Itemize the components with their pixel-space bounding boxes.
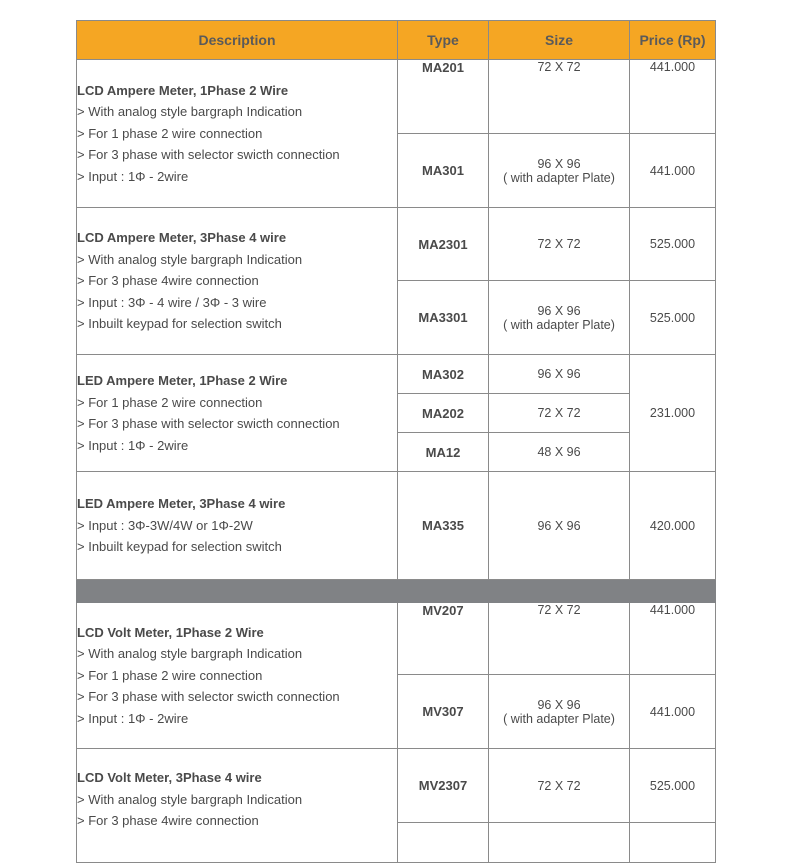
table-row	[77, 472, 716, 580]
size-note: ( with adapter Plate)	[503, 711, 615, 726]
feature-line: > For 3 phase 4wire connection	[77, 273, 259, 289]
feature-line: > With analog style bargraph Indication	[77, 104, 303, 120]
type-cell: MV2307	[398, 749, 489, 823]
type-cell: MA12	[398, 433, 489, 472]
price-table	[76, 20, 716, 863]
product-description	[77, 749, 398, 863]
feature-line: > For 1 phase 2 wire connection	[77, 125, 263, 141]
feature-line: > For 1 phase 2 wire connection	[77, 667, 263, 683]
product-title: LCD Ampere Meter, 3Phase 4 wire	[77, 230, 287, 246]
size-cell	[489, 281, 630, 355]
feature-line: > For 3 phase with selector swicth connection	[77, 147, 340, 163]
product-title: LED Ampere Meter, 1Phase 2 Wire	[77, 373, 288, 388]
price-cell: 525.000	[630, 749, 716, 823]
feature-line: > Input : 1Φ - 2wire	[77, 437, 189, 453]
feature-line: > Input : 3Φ-3W/4W or 1Φ-2W	[77, 517, 253, 533]
type-cell: MA201	[398, 60, 489, 134]
price-cell: 420.000	[630, 472, 716, 580]
price-cell: 441.000	[630, 675, 716, 749]
feature-line: > Inbuilt keypad for selection switch	[77, 539, 282, 555]
product-description	[77, 208, 398, 355]
type-cell: MA2301	[398, 208, 489, 281]
size-cell: 48 X 96	[489, 433, 630, 472]
product-description	[77, 603, 398, 749]
size-cell: 96 X 96	[489, 472, 630, 580]
size-cell: 72 X 72	[489, 749, 630, 823]
product-title: LCD Ampere Meter, 1Phase 2 Wire	[77, 82, 289, 98]
size-value: 96 X 96	[537, 156, 581, 171]
type-cell: MV307	[398, 675, 489, 749]
price-cell: 441.000	[630, 60, 716, 134]
section-separator	[77, 580, 716, 603]
type-cell: MA335	[398, 472, 489, 580]
table-row	[77, 60, 716, 134]
header-price: Price (Rp)	[630, 21, 716, 60]
product-title: LCD Volt Meter, 3Phase 4 wire	[77, 770, 262, 785]
size-note: ( with adapter Plate)	[503, 170, 615, 185]
table-row	[77, 749, 716, 823]
feature-line: > Inbuilt keypad for selection switch	[77, 316, 282, 332]
price-cell: 441.000	[630, 603, 716, 675]
feature-line: > For 3 phase with selector swicth connection	[77, 689, 340, 705]
product-description	[77, 355, 398, 472]
size-cell: 96 X 96	[489, 355, 630, 394]
product-description	[77, 60, 398, 208]
feature-line: > With analog style bargraph Indication	[77, 251, 303, 267]
product-title: LED Ampere Meter, 3Phase 4 wire	[77, 496, 286, 512]
price-cell: 231.000	[630, 355, 716, 472]
type-cell: MA3301	[398, 281, 489, 355]
table-row	[77, 603, 716, 675]
size-note: ( with adapter Plate)	[503, 317, 615, 332]
header-size: Size	[489, 21, 630, 60]
size-value: 96 X 96	[537, 303, 581, 318]
type-cell: MV207	[398, 603, 489, 675]
price-cell: 525.000	[630, 208, 716, 281]
size-value: 96 X 96	[537, 697, 581, 712]
product-description	[77, 472, 398, 580]
price-cell: 441.000	[630, 134, 716, 208]
table-row	[77, 355, 716, 394]
table-row	[77, 208, 716, 281]
feature-line: > With analog style bargraph Indication	[77, 791, 303, 807]
header-type: Type	[398, 21, 489, 60]
type-cell: MA302	[398, 355, 489, 394]
product-title: LCD Volt Meter, 1Phase 2 Wire	[77, 624, 264, 640]
size-cell	[489, 134, 630, 208]
feature-line: > For 3 phase 4wire connection	[77, 813, 259, 828]
feature-line: > Input : 3Φ - 4 wire / 3Φ - 3 wire	[77, 294, 267, 310]
feature-line: > Input : 1Φ - 2wire	[77, 710, 189, 726]
size-cell: 72 X 72	[489, 603, 630, 675]
type-cell: MA202	[398, 394, 489, 433]
header-description: Description	[77, 21, 398, 60]
table-header-row	[77, 21, 716, 60]
price-cell: 525.000	[630, 281, 716, 355]
feature-line: > With analog style bargraph Indication	[77, 646, 303, 662]
size-cell: 72 X 72	[489, 394, 630, 433]
type-cell: MA301	[398, 134, 489, 208]
feature-line: > For 3 phase with selector swicth connection	[77, 416, 340, 431]
size-cell	[489, 675, 630, 749]
size-cell: 72 X 72	[489, 208, 630, 281]
feature-line: > Input : 1Φ - 2wire	[77, 168, 189, 184]
feature-line: > For 1 phase 2 wire connection	[77, 394, 263, 410]
size-cell: 72 X 72	[489, 60, 630, 134]
